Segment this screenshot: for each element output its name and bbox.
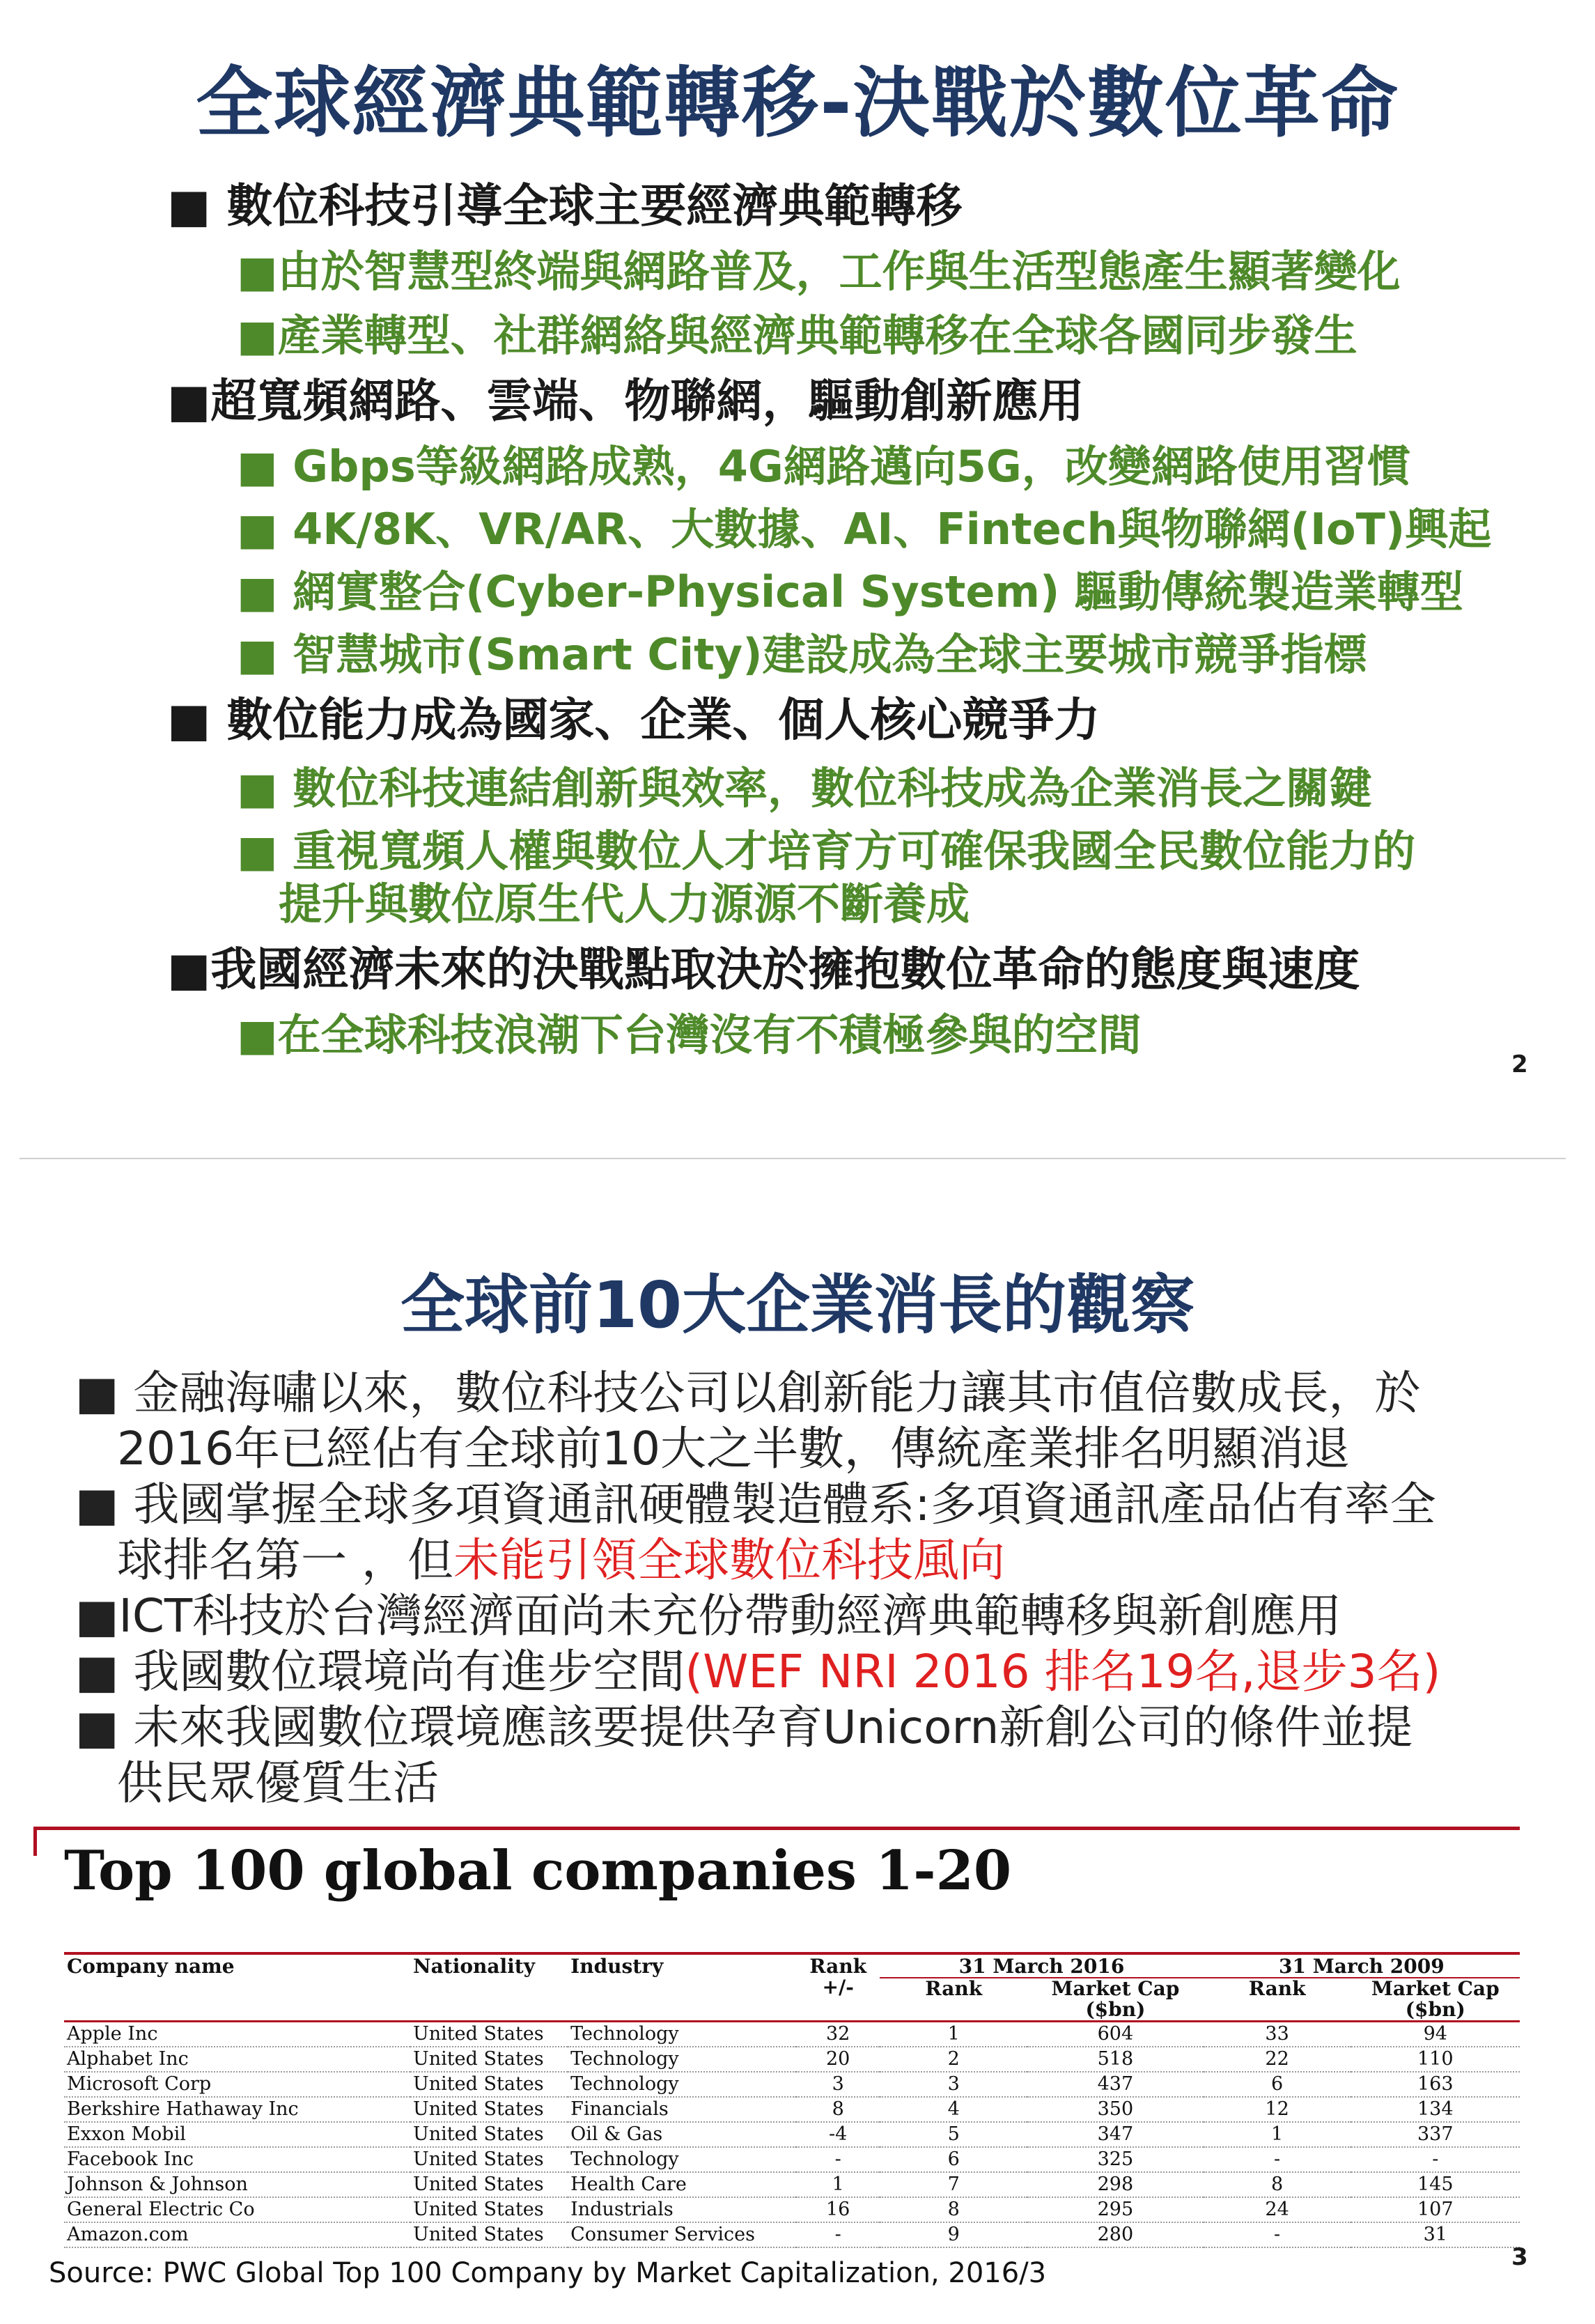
slide1-bullet-2: ■超寬頻網路、雲端、物聯網，驅動創新應用 <box>167 374 1084 428</box>
slide1-bullet-3-sub-2-cont: 提升與數位原生代人力源源不斷養成 <box>279 878 970 929</box>
cell-rank-change: - <box>796 2147 880 2172</box>
cell-mcap-2016: 295 <box>1027 2197 1204 2222</box>
slide1-bullet-3: ■ 數位能力成為國家、企業、個人核心競爭力 <box>167 693 1100 747</box>
slide1-bullet-1-sub-2: ■產業轉型、社群網絡與經濟典範轉移在全球各國同步發生 <box>237 310 1357 361</box>
header-mcap-2016-1: Market Cap <box>1051 1977 1180 2000</box>
table-row <box>64 2147 1520 2172</box>
cell-rank-2009: 1 <box>1204 2122 1351 2147</box>
table-row <box>64 2172 1520 2197</box>
cell-mcap-2009: 134 <box>1351 2097 1520 2122</box>
header-industry: Industry <box>570 1955 664 1978</box>
cell-rank-2009: 8 <box>1204 2172 1351 2197</box>
header-company: Company name <box>67 1955 235 1978</box>
table-row <box>64 2047 1520 2072</box>
cell-nationality: United States <box>410 2222 568 2247</box>
slide2-bullet-5-line-1: ■ 未來我國數位環境應該要提供孕育Unicorn新創公司的條件並提 <box>75 1701 1413 1754</box>
cell-nationality: United States <box>410 2147 568 2172</box>
cell-industry: Health Care <box>568 2172 796 2197</box>
slide1-bullet-4-sub-1: ■在全球科技浪潮下台灣沒有不積極參與的空間 <box>237 1009 1142 1060</box>
header-nationality: Nationality <box>413 1955 535 1978</box>
slide2-bullet-3: ■ICT科技於台灣經濟面尚未充份帶動經濟典範轉移與新創應用 <box>75 1589 1342 1643</box>
header-mcap-2016 <box>1027 1978 1204 2022</box>
cell-rank-2009: - <box>1204 2147 1351 2172</box>
cell-mcap-2009: 94 <box>1351 2022 1520 2047</box>
header-rank-2009: Rank <box>1248 1977 1306 2000</box>
cell-mcap-2009: 145 <box>1351 2172 1520 2197</box>
source-note: Source: PWC Global Top 100 Company by Market Capitalization, 2016/3 <box>49 2257 1047 2289</box>
table-title: Top 100 global companies 1-20 <box>64 1839 1012 1903</box>
cell-nationality: United States <box>410 2172 568 2197</box>
top-companies-table <box>64 1956 1520 2248</box>
cell-rank-2009: 12 <box>1204 2097 1351 2122</box>
cell-rank-change: 8 <box>796 2097 880 2122</box>
cell-company: Exxon Mobil <box>64 2122 410 2147</box>
cell-rank-2016: 8 <box>880 2197 1027 2222</box>
cell-rank-change: - <box>796 2222 880 2247</box>
slide1-title: 全球經濟典範轉移-決戰於數位革命 <box>196 59 1399 148</box>
header-rank-change-1: Rank <box>809 1955 867 1978</box>
cell-industry: Technology <box>568 2047 796 2072</box>
table-row <box>64 2222 1520 2247</box>
cell-rank-2009: 22 <box>1204 2047 1351 2072</box>
slide1-bullet-2-sub-2: ■ 4K/8K、VR/AR、大數據、AI、Fintech與物聯網(IoT)興起 <box>237 504 1492 555</box>
table-row <box>64 2122 1520 2147</box>
table-row <box>64 2097 1520 2122</box>
header-rank-change <box>796 1956 880 2022</box>
slide1-bullet-2-sub-3: ■ 網實整合(Cyber-Physical System) 驅動傳統製造業轉型 <box>237 566 1463 617</box>
table-frame-top-rule <box>33 1827 1520 1830</box>
cell-rank-2009: 33 <box>1204 2022 1351 2047</box>
slide2-page-number: 3 <box>1511 2243 1528 2271</box>
header-rank-change-2: +/- <box>822 1976 854 1999</box>
header-mcap-2009 <box>1351 1978 1520 2022</box>
slide2-bullet-4-text: ■ 我國數位環境尚有進步空間 <box>75 1645 685 1698</box>
cell-mcap-2016: 518 <box>1027 2047 1204 2072</box>
cell-rank-change: -4 <box>796 2122 880 2147</box>
cell-mcap-2016: 350 <box>1027 2097 1204 2122</box>
cell-mcap-2016: 280 <box>1027 2222 1204 2247</box>
cell-mcap-2009: - <box>1351 2147 1520 2172</box>
cell-rank-2016: 4 <box>880 2097 1027 2122</box>
cell-rank-2016: 5 <box>880 2122 1027 2147</box>
cell-company: Amazon.com <box>64 2222 410 2247</box>
cell-rank-2016: 6 <box>880 2147 1027 2172</box>
table-row <box>64 2072 1520 2097</box>
slide1-bullet-4: ■我國經濟未來的決戰點取決於擁抱數位革命的態度與速度 <box>167 943 1360 996</box>
slide1-bullet-2-sub-4: ■ 智慧城市(Smart City)建設成為全球主要城市競爭指標 <box>237 629 1367 680</box>
cell-industry: Consumer Services <box>568 2222 796 2247</box>
header-mcap-2016-2: ($bn) <box>1085 1998 1146 2021</box>
cell-nationality: United States <box>410 2022 568 2047</box>
slide2-bullet-2-line-2 <box>117 1533 1005 1588</box>
cell-nationality: United States <box>410 2197 568 2222</box>
cell-rank-2016: 2 <box>880 2047 1027 2072</box>
header-group-2016: 31 March 2016 <box>880 1956 1203 1978</box>
cell-industry: Financials <box>568 2097 796 2122</box>
cell-rank-2016: 9 <box>880 2222 1027 2247</box>
cell-nationality: United States <box>410 2047 568 2072</box>
cell-mcap-2009: 337 <box>1351 2122 1520 2147</box>
cell-nationality: United States <box>410 2072 568 2097</box>
header-rank-2016: Rank <box>925 1977 983 2000</box>
cell-mcap-2016: 347 <box>1027 2122 1204 2147</box>
table-frame-left-rule <box>33 1827 37 1856</box>
slide1-bullet-1: ■ 數位科技引導全球主要經濟典範轉移 <box>167 179 963 233</box>
slide1-bullet-3-sub-2: ■ 重視寬頻人權與數位人才培育方可確保我國全民數位能力的 <box>237 826 1416 876</box>
cell-industry: Technology <box>568 2072 796 2097</box>
slide2-bullet-4-highlight: (WEF NRI 2016 排名19名,退步3名) <box>685 1645 1441 1698</box>
cell-rank-2016: 7 <box>880 2172 1027 2197</box>
cell-industry: Technology <box>568 2147 796 2172</box>
slide2-title: 全球前10大企業消長的觀察 <box>400 1268 1195 1342</box>
header-group-2009: 31 March 2009 <box>1204 1956 1520 1978</box>
cell-mcap-2016: 437 <box>1027 2072 1204 2097</box>
cell-company: Alphabet Inc <box>64 2047 410 2072</box>
slide1-page-number: 2 <box>1511 1051 1528 1078</box>
cell-nationality: United States <box>410 2122 568 2147</box>
slide2-bullet-4 <box>75 1644 1440 1700</box>
cell-mcap-2009: 31 <box>1351 2222 1520 2247</box>
header-mcap-2009-2: ($bn) <box>1405 1998 1465 2021</box>
cell-rank-change: 20 <box>796 2047 880 2072</box>
cell-mcap-2016: 298 <box>1027 2172 1204 2197</box>
slide2-bullet-2-line-1: ■ 我國掌握全球多項資通訊硬體製造體系:多項資通訊產品佔有率全 <box>75 1478 1436 1531</box>
cell-industry: Industrials <box>568 2197 796 2222</box>
cell-mcap-2009: 110 <box>1351 2047 1520 2072</box>
cell-mcap-2016: 325 <box>1027 2147 1204 2172</box>
cell-industry: Technology <box>568 2022 796 2047</box>
slide1-bullet-2-sub-1: ■ Gbps等級網路成熟，4G網路邁向5G，改變網路使用習慣 <box>237 441 1410 492</box>
slide2-bullet-1-line-1: ■ 金融海嘯以來，數位科技公司以創新能力讓其市值倍數成長，於 <box>75 1366 1421 1420</box>
slide-divider <box>20 1158 1566 1159</box>
slide2-bullet-1-line-2: 2016年已經佔有全球前10大之半數，傳統產業排名明顯消退 <box>117 1422 1350 1475</box>
cell-company: Apple Inc <box>64 2022 410 2047</box>
table-row <box>64 2022 1520 2047</box>
cell-company: Facebook Inc <box>64 2147 410 2172</box>
cell-company: Microsoft Corp <box>64 2072 410 2097</box>
slide2-bullet-5-line-2: 供民眾優質生活 <box>117 1756 439 1810</box>
cell-company: General Electric Co <box>64 2197 410 2222</box>
slide2-bullet-2-highlight: 未能引領全球數位科技風向 <box>453 1533 1005 1587</box>
slide1-bullet-1-sub-1: ■由於智慧型終端與網路普及，工作與生活型態產生顯著變化 <box>237 246 1401 297</box>
header-mcap-2009-1: Market Cap <box>1371 1977 1500 2000</box>
cell-rank-2016: 1 <box>880 2022 1027 2047</box>
slide1-bullet-3-sub-1: ■ 數位科技連結創新與效率，數位科技成為企業消長之關鍵 <box>237 763 1373 814</box>
slide2-bullet-2-text: 球排名第一 ，但 <box>117 1533 453 1587</box>
cell-rank-2009: 6 <box>1204 2072 1351 2097</box>
cell-nationality: United States <box>410 2097 568 2122</box>
cell-industry: Oil & Gas <box>568 2122 796 2147</box>
cell-mcap-2009: 163 <box>1351 2072 1520 2097</box>
cell-mcap-2009: 107 <box>1351 2197 1520 2222</box>
cell-company: Berkshire Hathaway Inc <box>64 2097 410 2122</box>
cell-rank-change: 1 <box>796 2172 880 2197</box>
table-row <box>64 2197 1520 2222</box>
cell-rank-2016: 3 <box>880 2072 1027 2097</box>
cell-mcap-2016: 604 <box>1027 2022 1204 2047</box>
cell-rank-2009: 24 <box>1204 2197 1351 2222</box>
cell-rank-change: 32 <box>796 2022 880 2047</box>
cell-rank-change: 3 <box>796 2072 880 2097</box>
cell-rank-2009: - <box>1204 2222 1351 2247</box>
cell-company: Johnson & Johnson <box>64 2172 410 2197</box>
cell-rank-change: 16 <box>796 2197 880 2222</box>
